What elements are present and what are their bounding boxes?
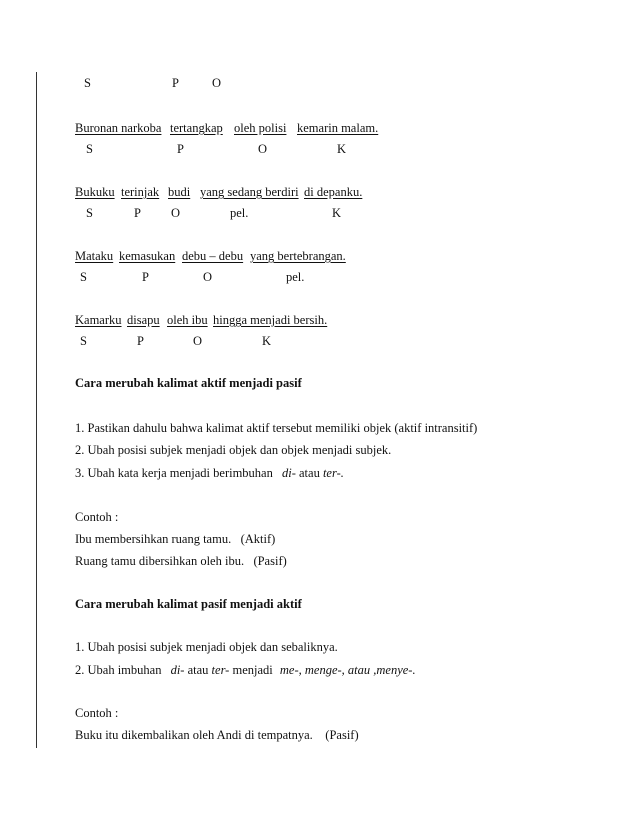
- role-label: P: [172, 76, 179, 90]
- example-label: Contoh :: [75, 510, 119, 524]
- sentence-part: yang sedang berdiri: [200, 185, 299, 199]
- sentence-part: Kamarku: [75, 313, 122, 327]
- role-label: P: [177, 142, 184, 156]
- role-label: pel.: [230, 206, 249, 220]
- role-label: S: [86, 206, 93, 220]
- role-label: pel.: [286, 270, 305, 284]
- step-text-main: 2. Ubah imbuhan: [75, 663, 162, 677]
- role-label: O: [212, 76, 222, 90]
- step-text: 2. Ubah posisi subjek menjadi objek dan objek menjadi subjek.: [75, 443, 392, 457]
- affix: di-: [281, 466, 296, 480]
- conjunction: atau: [187, 663, 209, 677]
- step-text: 1. Ubah posisi subjek menjadi objek dan sebaliknya.: [75, 640, 338, 654]
- role-label: S: [80, 334, 87, 348]
- role-label: S: [80, 270, 87, 284]
- conjunction: atau: [299, 466, 320, 480]
- example-sentence: Ibu membersihkan ruang tamu. (Aktif): [75, 532, 276, 546]
- sentence-part: Bukuku: [75, 185, 115, 199]
- sentence-part: kemarin malam.: [297, 121, 379, 135]
- step-text: [75, 664, 416, 677]
- sentence-part: oleh polisi: [234, 121, 287, 135]
- example-sentence: Buku itu dikembalikan oleh Andi di tempatnya. (Pasif): [75, 728, 359, 742]
- sentence-part: terinjak: [121, 185, 160, 199]
- sentence-part: kemasukan: [119, 249, 176, 263]
- example-label: Contoh :: [75, 706, 119, 720]
- role-label: P: [137, 334, 144, 348]
- sentence-part: hingga menjadi bersih.: [213, 313, 328, 327]
- section-heading: Cara merubah kalimat pasif menjadi aktif: [75, 597, 302, 611]
- role-label: O: [258, 142, 268, 156]
- role-label: P: [134, 206, 141, 220]
- sentence-part: Buronan narkoba: [75, 121, 162, 135]
- section-heading: Cara merubah kalimat aktif menjadi pasif: [75, 376, 302, 390]
- sentence-part: tertangkap: [170, 121, 223, 135]
- sentence-part: yang bertebrangan.: [250, 249, 346, 263]
- sentence-part: budi: [168, 185, 191, 199]
- step-text-mid: menjadi: [232, 663, 273, 677]
- step-text: [75, 467, 344, 480]
- affix-list: me-, menge-, atau ,menye-.: [279, 663, 416, 677]
- role-label: O: [203, 270, 213, 284]
- role-label: P: [142, 270, 149, 284]
- sentence-part: di depanku.: [304, 185, 363, 199]
- role-label: S: [84, 76, 91, 90]
- role-label: K: [337, 142, 347, 156]
- affix: ter-: [211, 663, 230, 677]
- step-text-main: 3. Ubah kata kerja menjadi berimbuhan: [75, 466, 273, 480]
- role-label: K: [262, 334, 272, 348]
- example-sentence: Ruang tamu dibersihkan oleh ibu. (Pasif): [75, 554, 287, 568]
- role-label: K: [332, 206, 342, 220]
- affix: di-: [170, 663, 185, 677]
- sentence-part: Mataku: [75, 249, 114, 263]
- role-label: O: [171, 206, 181, 220]
- step-text: 1. Pastikan dahulu bahwa kalimat aktif tersebut memiliki objek (aktif intransitif): [75, 421, 478, 435]
- sentence-part: debu – debu: [182, 249, 244, 263]
- sentence-part: disapu: [127, 313, 160, 327]
- page-margin-line: [36, 72, 37, 748]
- role-label: S: [86, 142, 93, 156]
- role-label: O: [193, 334, 203, 348]
- sentence-part: oleh ibu: [167, 313, 208, 327]
- affix: ter-.: [322, 466, 344, 480]
